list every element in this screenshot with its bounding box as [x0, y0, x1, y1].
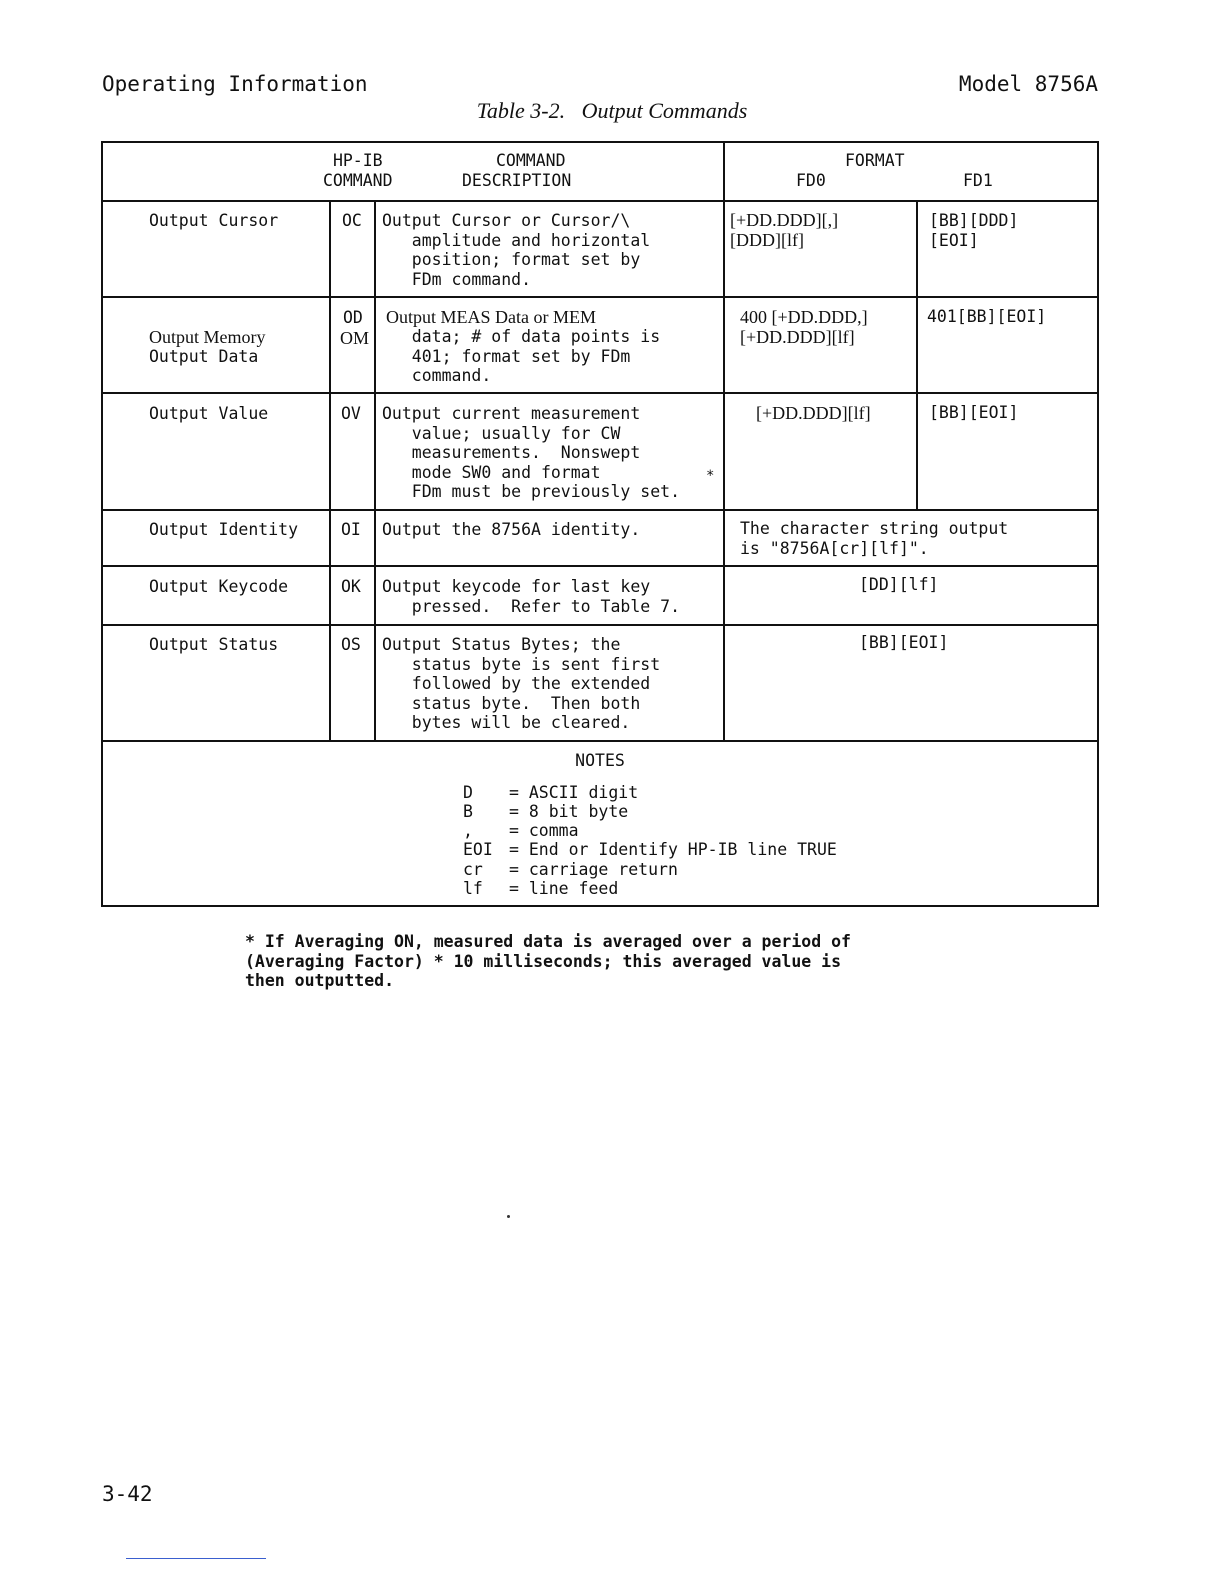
row-oi-format: The character string output is "8756A[cr][lf]". [740, 519, 1009, 558]
rule-col-main [723, 143, 725, 740]
running-header-right: Model 8756A [958, 72, 1098, 96]
note-symbol: cr [463, 860, 483, 879]
row-om-code: OM [340, 328, 370, 348]
note-definition: = line feed [509, 879, 619, 898]
rule-col-name [329, 200, 331, 740]
header-format: FORMAT [845, 151, 905, 170]
row-oc-description: Output Cursor or Cursor/\ amplitude and horizontal position; format set by FDm command. [382, 211, 651, 289]
note-definition: = comma [509, 821, 579, 840]
rule-col-fd [916, 200, 918, 509]
row-os-name: Output Status [149, 635, 279, 654]
rule-row6 [103, 740, 1097, 742]
note-definition: = carriage return [509, 860, 678, 879]
row-od-description: data; # of data points is 401; format set by FDm command. [411, 327, 661, 385]
row-od-description-first: Output MEAS Data or MEM [386, 307, 596, 327]
row-oc-name: Output Cursor [149, 211, 279, 230]
row-oc-fd0: [+DD.DDD][,] [DDD][lf] [730, 210, 839, 250]
row-ok-description: Output keycode for last key pressed. Refer to Table 7. [382, 577, 681, 616]
note-symbol: lf [463, 879, 483, 898]
row-od-fd1: 401[BB][EOI] [927, 307, 1047, 326]
row-od-name-data: Output Data [149, 347, 259, 366]
row-ok-format: [DD][lf] [859, 575, 939, 594]
running-header-left: Operating Information [102, 72, 368, 96]
row-od-fd0: 400 [+DD.DDD,] [+DD.DDD][lf] [740, 307, 868, 347]
header-hpib-command: HP-IB COMMAND [323, 151, 393, 190]
header-fd1: FD1 [963, 171, 993, 190]
rule-row3 [103, 509, 1097, 511]
row-ok-name: Output Keycode [149, 577, 289, 596]
rule-header [103, 200, 1097, 202]
rule-row5 [103, 624, 1097, 626]
row-oi-description: Output the 8756A identity. [382, 520, 641, 539]
row-oi-code: OI [341, 520, 361, 539]
table-caption: Table 3-2. Output Commands [476, 98, 748, 123]
bottom-rule [126, 1558, 266, 1559]
header-fd0: FD0 [796, 171, 826, 190]
stray-mark [507, 1215, 510, 1218]
row-os-format: [BB][EOI] [859, 633, 949, 652]
row-oc-code: OC [342, 211, 362, 230]
row-od-code: OD [343, 308, 363, 327]
row-om-name: Output Memory [149, 327, 266, 347]
row-oc-fd1: [BB][DDD] [EOI] [929, 211, 1019, 250]
rule-col-code [374, 200, 376, 740]
note-symbol: EOI [463, 840, 493, 859]
header-command: COMMAND [496, 151, 566, 170]
header-description: DESCRIPTION [462, 171, 572, 190]
row-os-description: Output Status Bytes; the status byte is sent first followed by the extended status byte. Then both bytes will be cleared. [382, 635, 661, 732]
rule-row1 [103, 296, 1097, 298]
note-symbol: D [463, 783, 473, 802]
row-ov-fd1: [BB][EOI] [929, 403, 1019, 422]
rule-row4 [103, 565, 1097, 567]
row-oi-name: Output Identity [149, 520, 299, 539]
note-definition: = ASCII digit [509, 783, 639, 802]
notes-title: NOTES [575, 751, 625, 770]
note-symbol: , [463, 821, 473, 840]
footnote: * If Averaging ON, measured data is averaged over a period of (Averaging Factor) * 10 milliseconds; this averaged value is then outputted. [245, 932, 851, 990]
row-os-code: OS [341, 635, 361, 654]
note-definition: = End or Identify HP-IB line TRUE [509, 840, 837, 859]
output-commands-table [101, 141, 1099, 907]
row-ov-description: Output current measurement value; usually for CW measurements. Nonswept mode SW0 and format FDm must be previously set. [382, 404, 681, 501]
row-ov-asterisk: * [706, 468, 715, 484]
note-definition: = 8 bit byte [509, 802, 629, 821]
page-number: 3-42 [102, 1482, 153, 1506]
note-symbol: B [463, 802, 473, 821]
row-ov-fd0: [+DD.DDD][lf] [756, 403, 871, 423]
row-ok-code: OK [341, 577, 361, 596]
row-ov-name: Output Value [149, 404, 269, 423]
row-ov-code: OV [341, 404, 361, 423]
row-od-name [149, 308, 258, 406]
